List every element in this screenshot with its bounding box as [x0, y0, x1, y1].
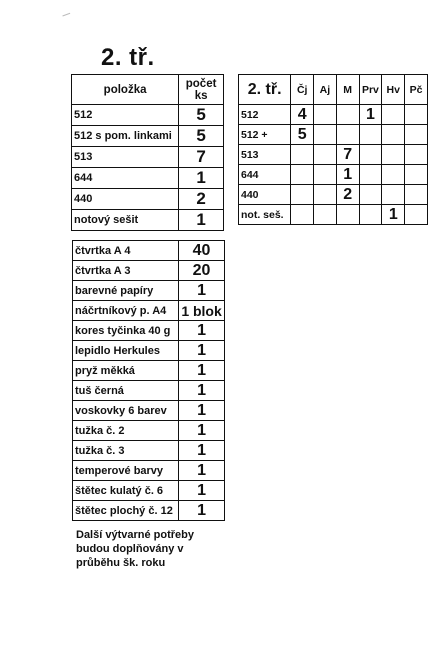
subject-mark: 5	[291, 125, 314, 145]
subject-mark	[291, 145, 314, 165]
table-row	[73, 421, 225, 441]
subject-header: Pč	[405, 75, 428, 105]
header-count: počet ks	[179, 75, 224, 105]
item-name: 512 s pom. linkami	[72, 126, 179, 147]
item-name: 644	[72, 168, 179, 189]
table-row	[239, 165, 428, 185]
supply-name: voskovky 6 barev	[73, 401, 179, 421]
supply-name: barevné papíry	[73, 281, 179, 301]
subject-mark	[291, 185, 314, 205]
subject-mark	[314, 205, 337, 225]
table-row	[72, 147, 224, 168]
table-row	[73, 281, 225, 301]
subject-mark	[405, 125, 428, 145]
supply-count: 1	[179, 281, 225, 301]
item-count: 1	[179, 210, 224, 231]
supply-name: lepidlo Herkules	[73, 341, 179, 361]
supply-count: 1	[179, 341, 225, 361]
subject-mark: 2	[336, 185, 359, 205]
subject-mark	[314, 185, 337, 205]
table-row	[239, 125, 428, 145]
subject-item-name: 512 +	[239, 125, 291, 145]
subject-mark	[405, 145, 428, 165]
table-row	[72, 126, 224, 147]
subject-mark: 1	[359, 105, 382, 125]
subject-table	[238, 74, 428, 225]
supply-name: temperové barvy	[73, 461, 179, 481]
table-row	[73, 321, 225, 341]
supply-count: 1	[179, 441, 225, 461]
supply-count: 1	[179, 361, 225, 381]
table-row	[239, 185, 428, 205]
table-row	[73, 401, 225, 421]
subject-mark: 4	[291, 105, 314, 125]
supply-count: 40	[179, 241, 225, 261]
supply-name: tužka č. 3	[73, 441, 179, 461]
table-row	[72, 210, 224, 231]
supply-count: 1	[179, 321, 225, 341]
table-row	[73, 441, 225, 461]
supplies-table	[72, 240, 225, 521]
item-name: 513	[72, 147, 179, 168]
subject-mark	[336, 205, 359, 225]
subject-mark: 7	[336, 145, 359, 165]
item-count: 5	[179, 105, 224, 126]
subject-header: Hv	[382, 75, 405, 105]
subject-mark	[405, 105, 428, 125]
subject-mark	[359, 165, 382, 185]
subject-mark	[359, 185, 382, 205]
supply-name: kores tyčinka 40 g	[73, 321, 179, 341]
supply-count: 1 blok	[179, 301, 225, 321]
table-row	[239, 205, 428, 225]
supply-name: čtvrtka A 3	[73, 261, 179, 281]
subject-mark	[336, 125, 359, 145]
subject-mark	[382, 145, 405, 165]
subject-mark	[382, 165, 405, 185]
subject-item-name: 512	[239, 105, 291, 125]
subject-item-name: 513	[239, 145, 291, 165]
subject-header: Aj	[314, 75, 337, 105]
table-row	[72, 105, 224, 126]
item-name: notový sešit	[72, 210, 179, 231]
item-count: 1	[179, 168, 224, 189]
subject-mark	[291, 165, 314, 185]
supply-name: štětec kulatý č. 6	[73, 481, 179, 501]
item-name: 512	[72, 105, 179, 126]
subject-mark	[359, 145, 382, 165]
supply-count: 1	[179, 401, 225, 421]
table-row	[72, 189, 224, 210]
subject-table-corner: 2. tř.	[239, 75, 291, 105]
table-row	[73, 341, 225, 361]
subject-item-name: 644	[239, 165, 291, 185]
table-row	[73, 361, 225, 381]
item-count: 5	[179, 126, 224, 147]
supply-name: štětec plochý č. 12	[73, 501, 179, 521]
supply-count: 20	[179, 261, 225, 281]
subject-mark	[405, 185, 428, 205]
table-row	[73, 481, 225, 501]
subject-mark	[405, 165, 428, 185]
item-count: 7	[179, 147, 224, 168]
supply-count: 1	[179, 481, 225, 501]
subject-mark: 1	[382, 205, 405, 225]
subject-mark	[382, 125, 405, 145]
subject-mark	[359, 125, 382, 145]
subject-mark	[405, 205, 428, 225]
table-row	[239, 105, 428, 125]
note-text: Další výtvarné potřeby budou doplňovány v průběhu šk. roku	[76, 529, 194, 569]
supply-count: 1	[179, 381, 225, 401]
subject-mark	[291, 205, 314, 225]
page-title: 2. tř.	[101, 44, 155, 71]
subject-mark	[314, 165, 337, 185]
subject-header: M	[336, 75, 359, 105]
table-row	[73, 241, 225, 261]
subject-mark	[314, 145, 337, 165]
header-item: položka	[72, 75, 179, 105]
subject-mark: 1	[336, 165, 359, 185]
supply-name: tuš černá	[73, 381, 179, 401]
subject-mark	[336, 105, 359, 125]
subject-mark	[382, 185, 405, 205]
item-name: 440	[72, 189, 179, 210]
item-count: 2	[179, 189, 224, 210]
table-row	[73, 461, 225, 481]
subject-item-name: 440	[239, 185, 291, 205]
supply-name: náčrtníkový p. A4	[73, 301, 179, 321]
items-table	[71, 74, 224, 231]
supply-count: 1	[179, 501, 225, 521]
table-row	[73, 501, 225, 521]
subject-mark	[359, 205, 382, 225]
subject-mark	[382, 105, 405, 125]
table-row	[72, 168, 224, 189]
table-row	[239, 145, 428, 165]
supply-count: 1	[179, 421, 225, 441]
subject-header: Prv	[359, 75, 382, 105]
scan-mark	[62, 13, 71, 20]
supply-name: pryž měkká	[73, 361, 179, 381]
table-row	[73, 381, 225, 401]
supply-count: 1	[179, 461, 225, 481]
subject-item-name: not. seš.	[239, 205, 291, 225]
table-row	[73, 261, 225, 281]
supply-name: čtvrtka A 4	[73, 241, 179, 261]
subject-mark	[314, 125, 337, 145]
table-row	[73, 301, 225, 321]
subject-mark	[314, 105, 337, 125]
supply-name: tužka č. 2	[73, 421, 179, 441]
subject-header: Čj	[291, 75, 314, 105]
